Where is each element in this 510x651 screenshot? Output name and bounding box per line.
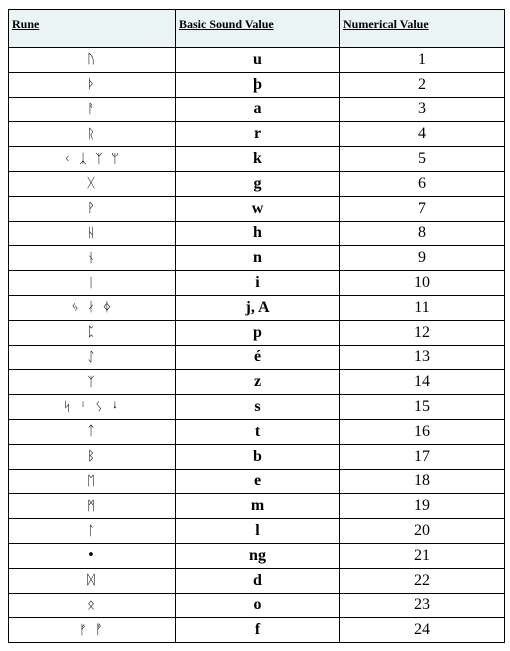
numerical-value-cell: 11 [340,295,505,320]
rune-cell: ᚱ [9,122,176,147]
rune-table-container [8,9,505,643]
table-row [9,345,505,370]
table-row [9,246,505,271]
table-row [9,48,505,73]
sound-value-cell: w [176,196,340,221]
rune-cell: ᚾ [9,246,176,271]
table-row [9,196,505,221]
sound-value-cell: m [176,494,340,519]
numerical-value-cell: 14 [340,370,505,395]
table-row [9,469,505,494]
rune-cell: ᛚ [9,519,176,544]
table-row [9,494,505,519]
rune-table [8,9,505,643]
numerical-value-cell: 6 [340,171,505,196]
sound-value-cell: é [176,345,340,370]
numerical-value-cell: 15 [340,395,505,420]
table-row [9,444,505,469]
sound-value-cell: þ [176,72,340,97]
rune-cell: ᛈ [9,320,176,345]
header-numerical-value: Numerical Value [340,10,505,48]
numerical-value-cell: 4 [340,122,505,147]
sound-value-cell: h [176,221,340,246]
numerical-value-cell: 19 [340,494,505,519]
table-row [9,320,505,345]
rune-cell: ᚲ ᛣ ᛉ ᛘ [9,147,176,172]
rune-cell: • [9,543,176,568]
rune-cell: ᛖ [9,469,176,494]
numerical-value-cell: 5 [340,147,505,172]
numerical-value-cell: 7 [340,196,505,221]
rune-cell: ᛇ [9,345,176,370]
sound-value-cell: t [176,419,340,444]
table-row [9,519,505,544]
sound-value-cell: k [176,147,340,172]
numerical-value-cell: 10 [340,271,505,296]
rune-cell: ᛋ ᛌ ᛊ ᛍ [9,395,176,420]
sound-value-cell: z [176,370,340,395]
rune-cell: ᛏ [9,419,176,444]
numerical-value-cell: 8 [340,221,505,246]
rune-cell: ᛉ [9,370,176,395]
numerical-value-cell: 22 [340,568,505,593]
sound-value-cell: o [176,593,340,618]
rune-cell: ᚠ ᚡ [9,618,176,643]
header-row [9,10,505,48]
numerical-value-cell: 1 [340,48,505,73]
numerical-value-cell: 9 [340,246,505,271]
table-row [9,295,505,320]
rune-cell: ᚺ [9,221,176,246]
table-row [9,419,505,444]
table-row [9,543,505,568]
table-row [9,618,505,643]
table-row [9,395,505,420]
rune-cell: ᛁ [9,271,176,296]
numerical-value-cell: 2 [340,72,505,97]
sound-value-cell: d [176,568,340,593]
numerical-value-cell: 23 [340,593,505,618]
numerical-value-cell: 13 [340,345,505,370]
table-row [9,171,505,196]
table-body [9,48,505,643]
table-row [9,122,505,147]
numerical-value-cell: 21 [340,543,505,568]
numerical-value-cell: 18 [340,469,505,494]
rune-cell: ᛃ ᛅ ᛄ [9,295,176,320]
rune-cell: ᚨ [9,97,176,122]
table-row [9,221,505,246]
sound-value-cell: l [176,519,340,544]
numerical-value-cell: 3 [340,97,505,122]
table-row [9,147,505,172]
table-row [9,568,505,593]
rune-cell: ᛒ [9,444,176,469]
rune-cell: ᛞ [9,568,176,593]
table-row [9,271,505,296]
rune-cell: ᛟ [9,593,176,618]
header-sound-value: Basic Sound Value [176,10,340,48]
sound-value-cell: s [176,395,340,420]
sound-value-cell: ng [176,543,340,568]
table-row [9,97,505,122]
sound-value-cell: u [176,48,340,73]
rune-cell: ᚹ [9,196,176,221]
sound-value-cell: b [176,444,340,469]
sound-value-cell: j, A [176,295,340,320]
numerical-value-cell: 17 [340,444,505,469]
sound-value-cell: n [176,246,340,271]
table-row [9,593,505,618]
rune-cell: ᚦ [9,72,176,97]
table-row [9,72,505,97]
numerical-value-cell: 16 [340,419,505,444]
header-rune: Rune [9,10,176,48]
numerical-value-cell: 12 [340,320,505,345]
sound-value-cell: r [176,122,340,147]
numerical-value-cell: 20 [340,519,505,544]
table-row [9,370,505,395]
rune-cell: ᚢ [9,48,176,73]
sound-value-cell: a [176,97,340,122]
sound-value-cell: e [176,469,340,494]
rune-cell: ᛗ [9,494,176,519]
sound-value-cell: f [176,618,340,643]
sound-value-cell: p [176,320,340,345]
numerical-value-cell: 24 [340,618,505,643]
sound-value-cell: i [176,271,340,296]
sound-value-cell: g [176,171,340,196]
rune-cell: ᚷ [9,171,176,196]
